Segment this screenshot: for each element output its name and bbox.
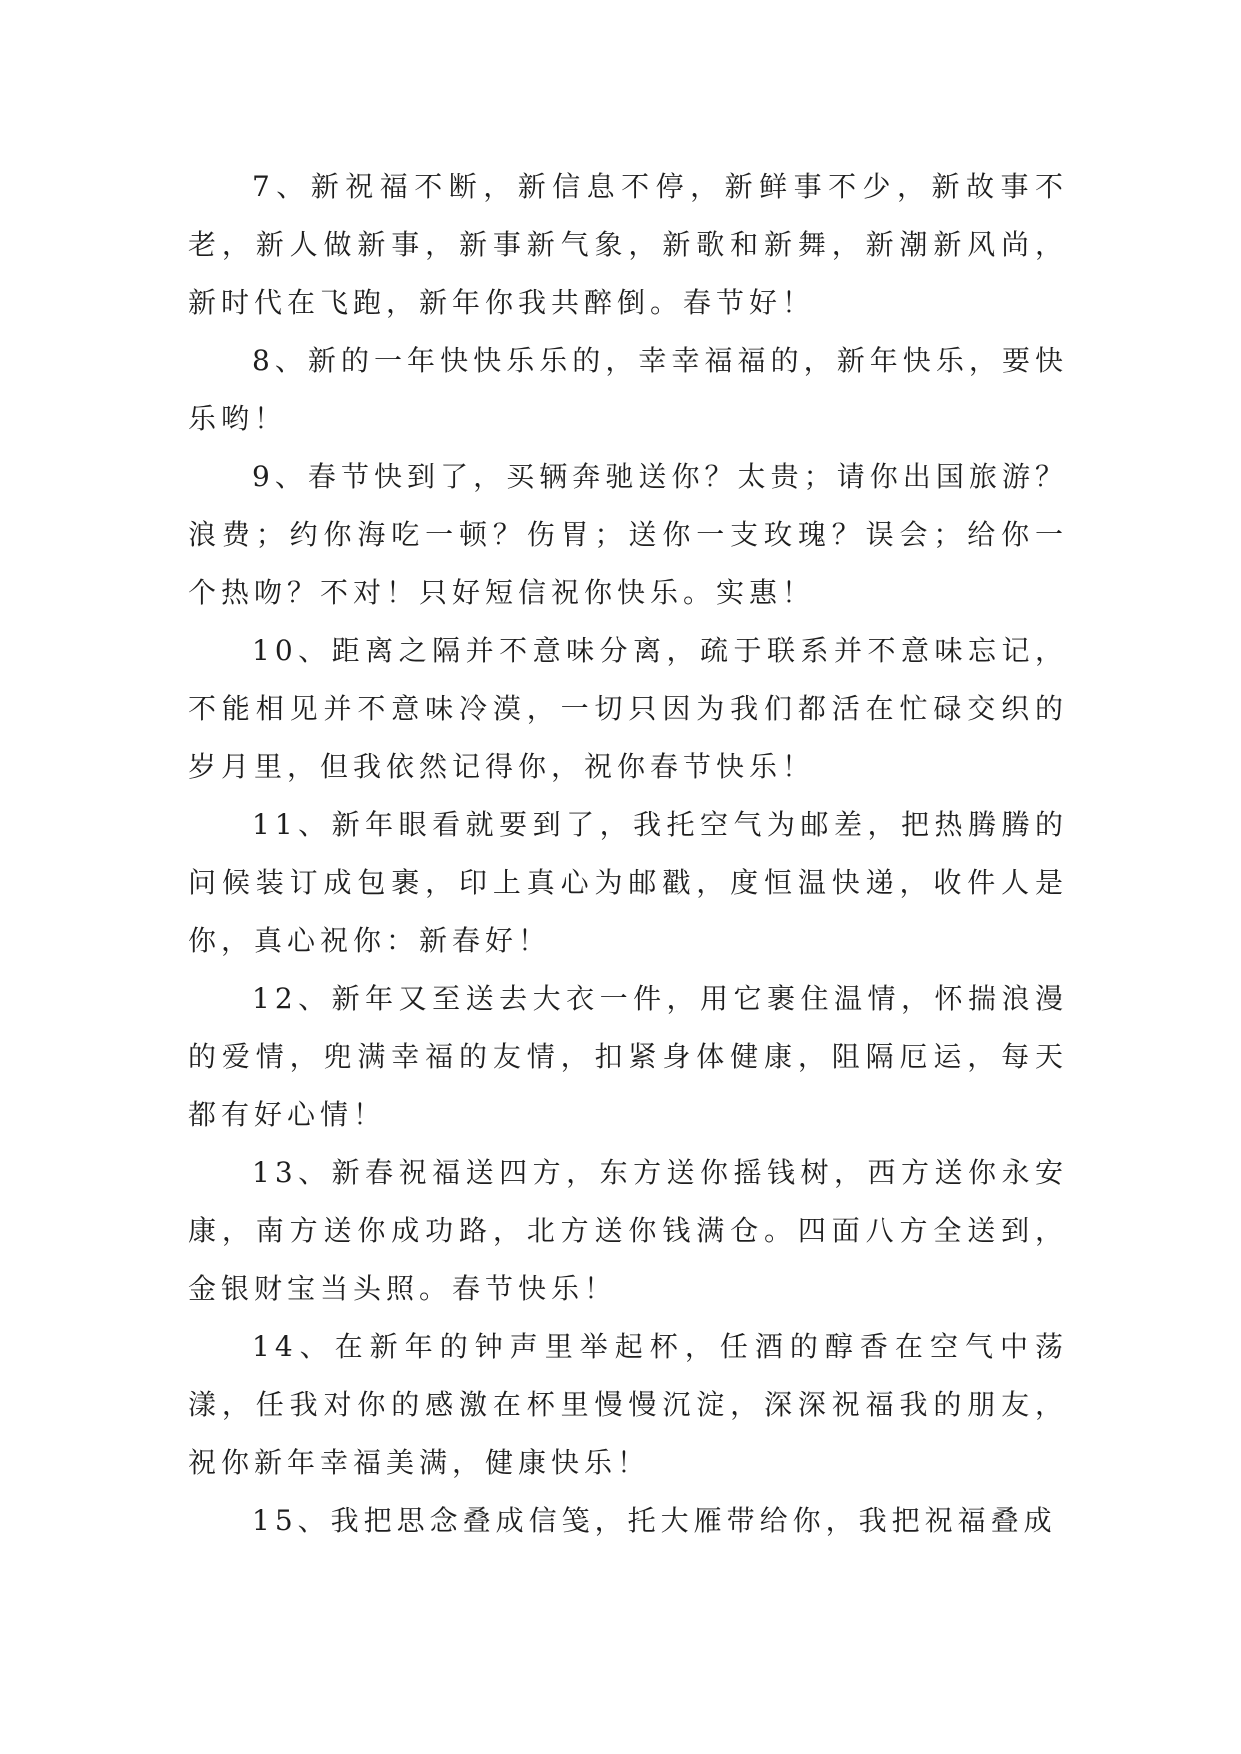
paragraph-13: 13、新春祝福送四方，东方送你摇钱树，西方送你永安康，南方送你成功路，北方送你钱满仓。四面八方全送到，金银财宝当头照。春节快乐！ [188, 1156, 1068, 1305]
paragraph-8: 8、新的一年快快乐乐的，幸幸福福的，新年快乐，要快乐哟！ [188, 344, 1068, 435]
paragraph-14: 14、在新年的钟声里举起杯，任酒的醇香在空气中荡漾，任我对你的感激在杯里慢慢沉淀，深深祝福我的朋友，祝你新年幸福美满，健康快乐！ [188, 1330, 1068, 1479]
paragraph-15: 15、我把思念叠成信笺，托大雁带给你，我把祝福叠成 [252, 1504, 1057, 1537]
paragraph-11: 11、新年眼看就要到了，我托空气为邮差，把热腾腾的问候装订成包裹，印上真心为邮戳，度恒温快递，收件人是你，真心祝你：新春好！ [188, 808, 1068, 957]
paragraph-7: 7、新祝福不断，新信息不停，新鲜事不少，新故事不老，新人做新事，新事新气象，新歌和新舞，新潮新风尚，新时代在飞跑，新年你我共醉倒。春节好！ [188, 170, 1068, 319]
paragraph-12: 12、新年又至送去大衣一件，用它裹住温情，怀揣浪漫的爱情，兜满幸福的友情，扣紧身体健康，阻隔厄运，每天都有好心情！ [188, 982, 1068, 1131]
paragraph-10: 10、距离之隔并不意味分离，疏于联系并不意味忘记，不能相见并不意味冷漠，一切只因为我们都活在忙碌交织的岁月里，但我依然记得你，祝你春节快乐！ [188, 634, 1068, 783]
document-body [188, 158, 1068, 1550]
paragraph-9: 9、春节快到了，买辆奔驰送你？太贵；请你出国旅游？浪费；约你海吃一顿？伤胃；送你一支玫瑰？误会；给你一个热吻？不对！只好短信祝你快乐。实惠！ [188, 460, 1068, 609]
